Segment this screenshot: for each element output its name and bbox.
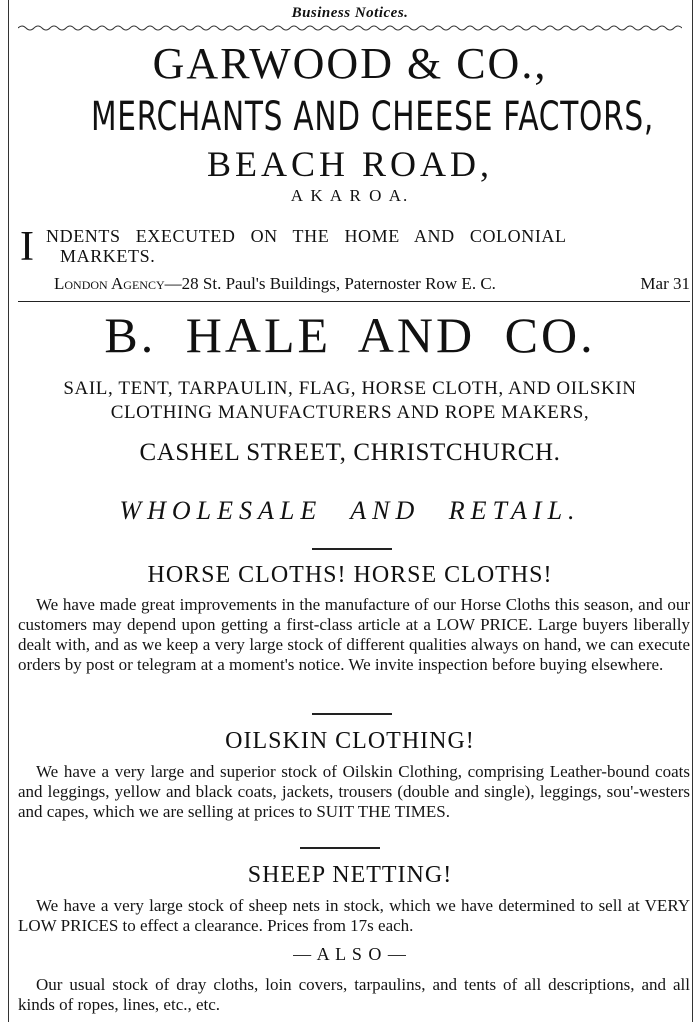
section-title: Business Notices. — [291, 5, 409, 21]
sheep-netting-body: We have a very large stock of sheep nets in stock, which we have determined to sell at VERY LOW PRICES to effect a clearance. Prices from 17s each. — [18, 896, 690, 935]
short-rule-1 — [312, 548, 392, 550]
hale-trades-line2: CLOTHING MANUFACTURERS AND ROPE MAKERS, — [110, 402, 590, 423]
short-rule-2 — [312, 713, 392, 715]
horse-cloths-heading: HORSE CLOTHS! HORSE CLOTHS! — [147, 562, 553, 588]
hale-trades-line1: SAIL, TENT, TARPAULIN, FLAG, HORSE CLOTH, AND OILSKIN — [63, 378, 637, 399]
garwood-name: GARWOOD & CO., — [152, 39, 548, 88]
indents-line1: NDENTS EXECUTED ON THE HOME AND COLONIAL — [46, 226, 567, 246]
sheep-netting-heading: SHEEP NETTING! — [247, 862, 453, 888]
also-body: Our usual stock of dray cloths, loin covers, tarpaulins, and tents of all descriptions, and all kinds of ropes, lines, etc., etc. — [18, 975, 690, 1014]
wavy-divider — [18, 23, 682, 33]
indents-line2: MARKETS. — [60, 246, 156, 266]
short-rule-3 — [300, 847, 380, 849]
hale-wholesale: WHOLESALE AND RETAIL. — [119, 496, 581, 525]
garwood-town: A K A R O A. — [290, 186, 410, 205]
agency-date: Mar 31 — [640, 274, 690, 293]
oilskin-heading: OILSKIN CLOTHING! — [225, 728, 475, 754]
agency-label: London Agency — [54, 274, 165, 293]
agency-address: —28 St. Paul's Buildings, Paternoster Row E. C. — [164, 274, 496, 293]
garwood-trade: MERCHANTS AND CHEESE FACTORS, — [91, 94, 655, 140]
also-heading: — A L S O — — [293, 944, 407, 964]
hale-name: B. HALE AND CO. — [104, 307, 596, 363]
horse-cloths-body: We have made great improvements in the manufacture of our Horse Cloths this season, and our customers may depend upon getting a first-class article at a LOW PRICE. Large buyers liberally dealt with, and as we keep a very large stock of different qualities always on hand, we can execute orders by post or telegram at a moment's notice. We invite inspection before buying elsewhere. — [18, 595, 690, 674]
hale-address: CASHEL STREET, CHRISTCHURCH. — [139, 439, 561, 466]
ad-divider — [18, 301, 690, 302]
oilskin-body: We have a very large and superior stock of Oilskin Clothing, comprising Leather-bound coats and leggings, yellow and black coats, jackets, trousers (double and single), leggings, sou'-westers and capes, which we are selling at prices to SUIT THE TIMES. — [18, 762, 690, 821]
london-agency-line — [54, 273, 690, 295]
garwood-street: BEACH ROAD, — [206, 144, 493, 184]
indents-initial: I — [20, 224, 34, 270]
